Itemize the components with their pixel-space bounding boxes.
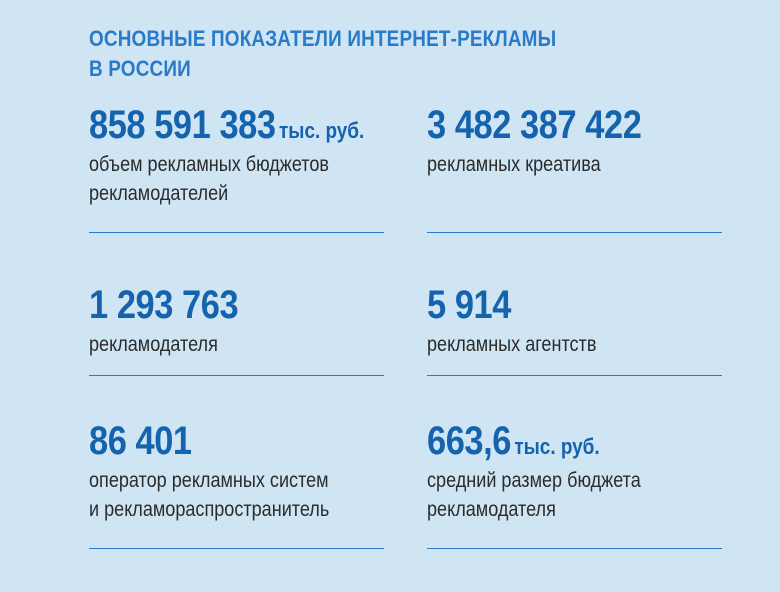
stat-description (89, 466, 390, 524)
stat-description-line-1: объем рекламных бюджетов (89, 153, 330, 176)
divider-line (427, 548, 722, 549)
stat-value: 1 293 763 (89, 283, 239, 327)
stat-value: 3 482 387 422 (427, 103, 642, 147)
stat-unit: тыс. руб. (279, 118, 365, 143)
stat-value: 663,6 (427, 419, 511, 463)
page-title (89, 24, 557, 84)
divider-line (89, 375, 384, 376)
stat-ad-agencies (427, 284, 722, 359)
divider-line (427, 232, 722, 233)
stat-value: 86 401 (89, 419, 192, 463)
stat-description-line-1: рекламных креатива (427, 153, 601, 176)
stat-description (427, 150, 728, 179)
stat-value-row (427, 104, 681, 146)
stat-value: 858 591 383 (89, 103, 276, 147)
stat-description-line-1: рекламодателя (89, 333, 218, 356)
stat-value-row (89, 284, 343, 326)
stat-description-line-2: рекламодателей (89, 182, 229, 205)
stat-description (427, 466, 728, 524)
stat-value-row (427, 284, 681, 326)
stat-description (427, 330, 728, 359)
stat-description-line-2: рекламодателя (427, 498, 556, 521)
stat-value: 5 914 (427, 283, 511, 327)
divider-line (89, 232, 384, 233)
stat-ad-creatives (427, 104, 722, 179)
stat-ad-budget-volume (89, 104, 384, 208)
stat-description-line-1: оператор рекламных систем (89, 469, 329, 492)
stat-value-row (89, 420, 343, 462)
stat-unit: тыс. руб. (514, 434, 600, 459)
stat-description-line-2: и рекламораспространитель (89, 498, 330, 521)
stat-description-line-1: рекламных агентств (427, 333, 597, 356)
stat-description-line-1: средний размер бюджета (427, 469, 641, 492)
stat-advertisers (89, 284, 384, 359)
divider-line (89, 548, 384, 549)
stat-ad-system-operators (89, 420, 384, 524)
stat-description (89, 150, 390, 208)
stat-average-budget (427, 420, 722, 524)
divider-line (427, 375, 722, 376)
stat-value-row (89, 103, 365, 147)
stat-value-row (427, 420, 681, 462)
page-title-line-1: ОСНОВНЫЕ ПОКАЗАТЕЛИ ИНТЕРНЕТ-РЕКЛАМЫ (89, 26, 557, 51)
page-title-line-2: В РОССИИ (89, 56, 191, 81)
stat-description (89, 330, 390, 359)
